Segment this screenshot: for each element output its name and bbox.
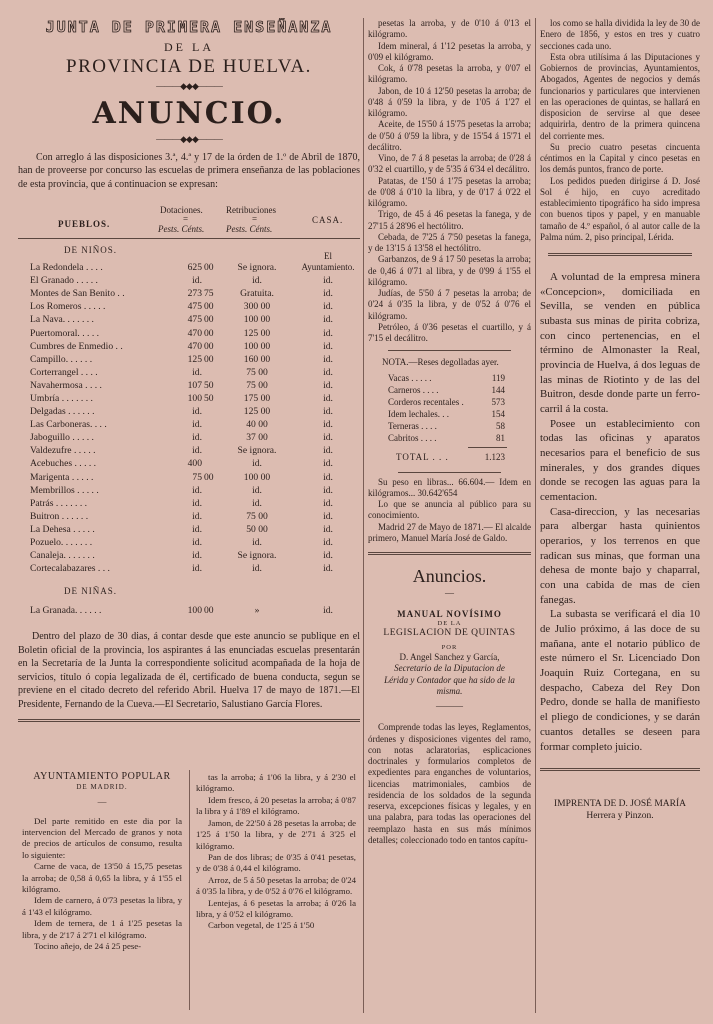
ornament: ———◆◆◆———: [156, 81, 222, 92]
precio-paragraph: Petróleo, á 0'36 pesetas el cuartillo, y á 7'15 el decálitro.: [368, 321, 531, 343]
dotacion-cell: id.: [192, 523, 202, 535]
mina-divider: [548, 253, 692, 256]
manual-paragraph: Su precio cuatro pesetas cincuenta céntimos en la Capital y cinco pesetas en los demás puntos, franco de porte.: [540, 141, 700, 175]
pueblo-cell: Delgadas . . . . . .: [30, 406, 95, 418]
casa-cell: id.: [323, 550, 333, 562]
table-row: [18, 550, 360, 563]
casa-cell: id.: [323, 497, 333, 509]
total-label: TOTAL . . .: [396, 451, 449, 462]
table-row: [18, 262, 360, 275]
pueblo-cell: Corterrangel . . . .: [30, 366, 98, 378]
retribucion-cell: 100 00: [243, 471, 271, 483]
manual-por: POR: [441, 644, 458, 651]
table-row: [18, 275, 360, 288]
sub-column-rule: [189, 770, 190, 1010]
centimos-cell: 00: [204, 314, 214, 326]
ayuntamiento-paragraph: Tocino añejo, de 24 á 25 pese-: [34, 941, 142, 952]
dotacion-cell: 75: [192, 471, 202, 483]
dotacion-cell: id.: [192, 563, 202, 575]
casa-cell: id.: [323, 523, 333, 535]
manual-paragraph: Esta obra utilísima á las Diputaciones y Gobiernos de provincias, Ayuntamientos, Abogados, Agentes de negocios y demás funcionarios y particulares que intervienen en las operaciones de quintas, se hallará en disposicion de servirse al que desee adquirirla, dentro de la primera quincena del corriente mes.: [540, 51, 700, 141]
centimos-cell: 00: [204, 262, 214, 274]
table-row: [18, 498, 360, 511]
centimos-cell: 00: [204, 327, 214, 339]
total-value: 1.123: [484, 451, 505, 462]
casa-cell: id.: [323, 406, 333, 418]
section-ninas: DE NIÑAS.: [64, 586, 117, 597]
dotacion-cell: id.: [192, 445, 202, 457]
centimos-cell: 00: [204, 471, 214, 483]
dotacion-cell: id.: [192, 484, 202, 496]
table-ninos: [18, 262, 360, 576]
anuncio-heading: ANUNCIO.: [92, 95, 286, 131]
nota-label: Corderos recentales .: [388, 396, 464, 407]
casa-cell: id.: [323, 288, 333, 300]
pueblo-cell: La Dehesa . . . . .: [30, 523, 95, 535]
nota-total: [368, 452, 531, 468]
column-rule-2: [535, 18, 536, 1013]
table-row: [18, 485, 360, 498]
dotacion-cell: id.: [192, 550, 202, 562]
ayuntamiento-paragraph: Idem de carnero, á 0'73 pesetas la libra, y á 1'43 el kilógramo.: [22, 895, 182, 917]
casa-cell: id.: [323, 314, 333, 326]
ayuntamiento-sub: DE MADRID.: [76, 783, 128, 791]
table-row: [18, 380, 360, 393]
nota-value: 119: [491, 372, 505, 383]
pueblo-cell: La Nava. . . . . . .: [30, 314, 94, 326]
pueblo-cell: Canaleja. . . . . . .: [30, 550, 95, 562]
ayuntamiento-dash: —: [97, 796, 107, 807]
nota-label: Idem lechales. . .: [388, 408, 449, 419]
manual-dash: ———: [436, 701, 463, 712]
table-row: [18, 472, 360, 485]
anuncios-heading: Anuncios.: [412, 566, 487, 586]
casa-cell: id.: [323, 605, 333, 617]
precio-paragraph: pesetas la arroba, y de 0'10 á 0'13 el kilógramo.: [368, 18, 531, 40]
table-row: [18, 419, 360, 432]
casa-cell: id.: [323, 301, 333, 313]
header-pests1: Pests. Cénts.: [158, 224, 205, 235]
retribucion-cell: 100 00: [243, 340, 271, 352]
centimos-cell: 00: [204, 301, 214, 313]
table-row: [18, 288, 360, 301]
table-row: [18, 406, 360, 419]
dotacion-cell: 100: [187, 393, 202, 405]
ayuntamiento-title: AYUNTAMIENTO POPULAR: [33, 771, 171, 782]
precio-paragraph: Aceite, de 15'50 á 15'75 pesetas la arroba; de 0'50 á 0'59 la libra, y de 15'54 á 15'71 el decálitro.: [368, 119, 531, 152]
header-eq2: =: [252, 214, 258, 225]
casa-cell: id.: [323, 484, 333, 496]
header-retribuciones: Retribuciones: [226, 205, 276, 216]
imprenta-divider: [540, 768, 700, 771]
intro-paragraph: Con arreglo á las disposiciones 3.ª, 4.ª y 17 de la órden de 1.º de Abril de 1870, han de proveerse por concurso las escuelas de primera enseñanza de las poblaciones de esta provincia, que á continuacion se expresan:: [18, 151, 360, 190]
casa-cell: id.: [323, 393, 333, 405]
ayuntamiento-col-2: [196, 772, 356, 932]
precio-paragraph: Judías, de 5'50 á 7 pesetas la arroba; de 0'24 á 0'35 la libra, y de 0'52 á 0'76 el kilógramo.: [368, 288, 531, 321]
precio-paragraph: Trigo, de 45 á 46 pesetas la fanega, y de 27'15 á 28'96 el hectólitro.: [368, 209, 531, 231]
nota-label: Carneros . . . .: [388, 384, 439, 395]
dotacion-cell: id.: [192, 432, 202, 444]
centimos-cell: 00: [204, 605, 214, 617]
ayuntamiento-paragraph: Jamon, de 22'50 á 28 pesetas la arroba; de 1'25 á 1'50 la libra, y de 2'71 á 3'25 el kilógramo.: [196, 817, 356, 851]
nota-value: 154: [491, 408, 505, 419]
pueblo-cell: Pozuelo. . . . . . .: [30, 537, 93, 549]
table-row: [18, 393, 360, 406]
ayuntamiento-paragraph: Carne de vaca, de 13'50 á 15,75 pesetas la arroba; de 0,58 á 0,65 la libra, y á 1'55 el kilógramo.: [22, 861, 182, 895]
dotacion-cell: id.: [192, 497, 202, 509]
retribucion-cell: 175 00: [243, 393, 271, 405]
retribucion-cell: 300 00: [243, 301, 271, 313]
nota-label: Terneras . . . .: [388, 420, 437, 431]
pueblo-cell: Jaboguillo . . . . .: [30, 432, 94, 444]
dotacion-cell: 470: [187, 327, 202, 339]
dotacion-cell: id.: [192, 419, 202, 431]
manual-paragraph: los como se halla dividida la ley de 30 de Enero de 1856, y estos en tres y cuatro secciones cada uno.: [540, 18, 700, 51]
retribucion-cell: id.: [252, 458, 262, 470]
imprenta-line: IMPRENTA DE D. JOSÉ MARÍA Herrera y Pinzon.: [554, 799, 686, 822]
centimos-cell: 50: [204, 379, 214, 391]
publico-line: Lo que se anuncia al público para su conocimiento.: [368, 499, 531, 521]
nota-row: [368, 397, 531, 409]
pueblo-cell: El Granado . . . . .: [30, 275, 98, 287]
manual-heading: MANUAL NOVÍSIMO: [397, 608, 502, 619]
nota-row: [368, 421, 531, 433]
pueblo-cell: Navahermosa . . . .: [30, 379, 102, 391]
table-ninas: [18, 605, 360, 618]
note-ayuntamiento: El Ayuntamiento.: [301, 251, 355, 273]
table-row: [18, 605, 360, 618]
precio-paragraph: Jabon, de 10 á 12'50 pesetas la arroba; de 0'48 á 0'59 la libra, y de 1'05 á 1'27 el kilógramo.: [368, 85, 531, 118]
retribucion-cell: id.: [252, 275, 262, 287]
legislacion-heading: LEGISLACION DE QUINTAS: [383, 628, 516, 639]
casa-cell: id.: [323, 353, 333, 365]
pueblo-cell: Los Romeros . . . . .: [30, 301, 106, 313]
retribucion-cell: 75 00: [246, 510, 268, 522]
retribucion-cell: Gratuita.: [240, 288, 274, 300]
total-divider: [398, 472, 501, 473]
precio-paragraph: Cebada, de 7'25 á 7'50 pesetas la fanega, y de 13'15 á 13'58 el hectólitro.: [368, 231, 531, 253]
table-row: [18, 354, 360, 367]
pueblo-cell: Buitron . . . . . .: [30, 510, 89, 522]
junta-heading: JUNTA DE PRIMERA ENSEÑANZA: [45, 18, 333, 36]
ayuntamiento-col-1: [22, 770, 182, 953]
nota-label: Vacas . . . . .: [388, 372, 432, 383]
nota-row: [368, 385, 531, 397]
pueblo-cell: Acebuches . . . . .: [30, 458, 97, 470]
pueblo-cell: Membrillos . . . . .: [30, 484, 99, 496]
casa-cell: id.: [323, 419, 333, 431]
table-header: [18, 199, 360, 239]
pueblo-cell: Las Carboneras. . . .: [30, 419, 107, 431]
dotacion-cell: 107: [187, 379, 202, 391]
dotacion-cell: 273: [187, 288, 202, 300]
centimos-cell: 00: [204, 340, 214, 352]
manual-cargo: Secretario de la Diputacion de Lérida y Contador que ha sido de la misma.: [384, 663, 515, 696]
retribucion-cell: 50 00: [246, 523, 268, 535]
pueblo-cell: Campillo. . . . . .: [30, 353, 93, 365]
retribucion-cell: 75 00: [246, 366, 268, 378]
casa-cell: id.: [323, 510, 333, 522]
nota-title: NOTA.—Reses degolladas ayer.: [382, 357, 499, 368]
table-row: [18, 367, 360, 380]
casa-cell: id.: [323, 563, 333, 575]
retribucion-cell: id.: [252, 484, 262, 496]
dotacion-cell: id.: [192, 510, 202, 522]
provincia-heading: PROVINCIA DE HUELVA.: [66, 56, 312, 78]
ayuntamiento-paragraph: Carbon vegetal, de 1'25 á 1'50: [208, 920, 315, 931]
casa-cell: id.: [323, 471, 333, 483]
table-row: [18, 563, 360, 576]
retribucion-cell: id.: [252, 497, 262, 509]
casa-cell: id.: [323, 366, 333, 378]
mina-paragraph: La subasta se verificará el dia 10 de Julio próximo, á las doce de su mañana, ante el notario público de este número el Sr. Licenciado Don Joaquin Ruiz Cortegana, en su despacho, Cabeza del Rey Don Pedro, donde se halla de manifiesto el pliego de condiciones, y se darán cuantos detalles se deseen para formar completo juicio.: [540, 608, 700, 753]
table-row: [18, 445, 360, 458]
ayuntamiento-paragraph: Lentejas, á 6 pesetas la arroba; á 0'26 la libra, y á 0'52 el kilógramo.: [196, 897, 356, 920]
precio-paragraph: Idem mineral, á 1'12 pesetas la arroba, y 0'09 el kilógramo.: [368, 40, 531, 62]
divider: [18, 719, 360, 722]
table-row: [18, 314, 360, 327]
dotacion-cell: 475: [187, 301, 202, 313]
dentro-paragraph: Dentro del plazo de 30 dias, á contar desde que este anuncio se publique en el Boletin oficial de la provincia, los aspirantes á las enunciadas escuelas presentarán en la Secretaría de la Junta la correspondiente solicitud acompañada de la hoja de servicios, título ó copia legalizada de él, certificado de buena conducta, segun se previene en el citado decreto del referido Abril. Huelva 17 de mayo de 1871.—El Presidente, Fernando de la Cueva.—El Secretario, Salustiano García Flores.: [18, 631, 360, 710]
pueblo-cell: Patrás . . . . . . .: [30, 497, 88, 509]
dotacion-cell: id.: [192, 366, 202, 378]
retribucion-cell: 100 00: [243, 314, 271, 326]
header-pueblos: PUEBLOS.: [58, 219, 111, 230]
comprende-paragraph: Comprende todas las leyes, Reglamentos, órdenes y disposiciones vigentes del ramo, con notas aclaratorias, esplicaciones doctrinales y formularios completos de expedientes para enganches de voluntarios, licencias matrimoniales, cambios de residencia de los soldados de la segunda reserva, excepciones físicas y legales, y en una palabra, para todas las operaciones del reemplazo hasta en sus más mínimos detalles; coleccionado todo en tantos capítu-: [368, 722, 531, 845]
nota-divider: [388, 350, 511, 351]
retribucion-cell: 125 00: [243, 406, 271, 418]
casa-cell: id.: [323, 379, 333, 391]
manual-de-la: DE LA: [437, 620, 462, 627]
retribucion-cell: Se ignora.: [237, 262, 277, 274]
dotacion-cell: id.: [192, 275, 202, 287]
casa-cell: id.: [323, 458, 333, 470]
de-la-heading: DE LA: [164, 40, 214, 54]
mina-paragraph: Casa-direccion, y las necesarias para albergar hasta quinientos operarios, y los terrenos en que radican sus minas, que forman una dehesa de monte bajo y chaparral, con una cabida de mas de cien fanegas.: [540, 505, 700, 606]
header-eq1: =: [183, 214, 189, 225]
table-row: [18, 301, 360, 314]
ornament-2: ———◆◆◆———: [156, 133, 222, 144]
retribucion-cell: 160 00: [243, 353, 271, 365]
dotacion-cell: 125: [187, 353, 202, 365]
ayuntamiento-paragraph: Idem fresco, á 20 pesetas la arroba; á 0'87 la libra y á 1'89 el kilógramo.: [196, 794, 356, 817]
precio-paragraph: Garbanzos, de 9 á 17 50 pesetas la arroba; de 0,46 á 0'71 al libra, y de 0'99 á 1'55 el kilógramo.: [368, 254, 531, 287]
casa-cell: id.: [323, 275, 333, 287]
nota-value: 573: [491, 396, 505, 407]
column-rule-1: [363, 18, 364, 1013]
pueblo-cell: La Redondela . . . .: [30, 262, 103, 274]
nota-value: 58: [496, 420, 505, 431]
retribucion-cell: id.: [252, 563, 262, 575]
centimos-cell: 00: [204, 353, 214, 365]
centimos-cell: 75: [204, 288, 214, 300]
retribucion-cell: Se ignora.: [237, 550, 277, 562]
retribucion-cell: 37 00: [246, 432, 268, 444]
dotacion-cell: 100: [187, 605, 202, 617]
anuncios-divider: [368, 552, 531, 555]
nota-row: [368, 373, 531, 385]
section-ninos: DE NIÑOS.: [64, 245, 117, 256]
retribucion-cell: 75 00: [246, 379, 268, 391]
nota-value: 144: [491, 384, 505, 395]
pueblo-cell: Marigenta . . . . .: [30, 471, 94, 483]
pueblo-cell: Puertomoral. . . . .: [30, 327, 100, 339]
nota-label: Cabritos . . . .: [388, 432, 437, 443]
pueblo-cell: Valdezufre . . . . .: [30, 445, 96, 457]
nota-row: [368, 409, 531, 421]
anuncios-dash: —: [445, 587, 454, 598]
table-row: [18, 524, 360, 537]
retribucion-cell: 125 00: [243, 327, 271, 339]
nota-value: 81: [496, 432, 505, 443]
manual-author: D. Angel Sanchez y García,: [399, 652, 500, 663]
dotacion-cell: 400: [187, 458, 202, 470]
header-pests2: Pests. Cénts.: [226, 224, 273, 235]
ayuntamiento-paragraph: Idem de ternera, de 1 á 1'25 pesetas la libra, y de 2'17 á 2'71 el kilógramo.: [22, 918, 182, 940]
right-column: [540, 18, 700, 1018]
precio-paragraph: Patatas, de 1'50 á 1'75 pesetas la arroba; de 0'08 á 0'10 la libra, y de 0'17 á 0'22 el kilógramo.: [368, 175, 531, 208]
retribucion-cell: id.: [252, 537, 262, 549]
ayuntamiento-paragraph: Pan de dos libras; de 0'35 á 0'41 pesetas, y de 0'38 á 0,44 el kilógramo.: [196, 851, 356, 874]
nota-row: [368, 433, 531, 445]
dotacion-cell: 475: [187, 314, 202, 326]
ayuntamiento-paragraph: Del parte remitido en este dia por la intervencion del Mercado de granos y nota de precios de artículos de consumo, resulta lo siguiente:: [22, 815, 182, 860]
casa-cell: id.: [323, 340, 333, 352]
madrid-line: Madrid 27 de Mayo de 1871.— El alcalde primero, Manuel María José de Galdo.: [368, 521, 531, 543]
precio-paragraph: Vino, de 7 á 8 pesetas la arroba; de 0'28 á 0'32 el cuartillo, y de 5'35 á 6'34 el decálitro.: [368, 153, 531, 175]
pueblo-cell: Cortecalabazares . . .: [30, 563, 110, 575]
table-row: [18, 432, 360, 445]
pueblo-cell: Umbría . . . . . . .: [30, 393, 93, 405]
pueblo-cell: Cumbres de Enmedio . .: [30, 340, 123, 352]
precio-paragraph: Cok, á 0'78 pesetas la arroba, y 0'07 el kilógramo.: [368, 63, 531, 85]
casa-cell: id.: [323, 327, 333, 339]
pueblo-cell: La Granada. . . . . .: [30, 605, 102, 617]
casa-cell: id.: [323, 432, 333, 444]
table-row: [18, 458, 360, 471]
retribucion-cell: »: [254, 605, 260, 617]
dotacion-cell: id.: [192, 537, 202, 549]
dotacion-cell: id.: [192, 406, 202, 418]
ayuntamiento-paragraph: Arroz, de 5 á 50 pesetas la arroba; de 0'24 á 0'35 la libra, y de 0'52 á 0'76 el kilógramo.: [196, 874, 356, 897]
dotacion-cell: 625: [187, 262, 202, 274]
table-row: [18, 537, 360, 550]
table-row: [18, 341, 360, 354]
mina-paragraph: Posee un establecimiento con todas las oficinas y aparatos necesarios para el beneficio de sus minerales, y dos grandes diques donde se recogen las aguas para la cementacion.: [540, 417, 700, 504]
retribucion-cell: 40 00: [246, 419, 268, 431]
retribucion-cell: Se ignora.: [237, 445, 277, 457]
pueblo-cell: Montes de San Benito . .: [30, 288, 125, 300]
table-row: [18, 328, 360, 341]
mina-paragraph: A voluntad de la empresa minera «Concepcion», domiciliada en Sevilla, se venden en pública subasta sus minas de pirita cobriza, con cinco pertenencias, en el término de Almonaster la Real, provincia de Huelva, á dos leguas de las minas de Riotinto y de las del Buitron, desde donde parte un ferro-carril á la costa.: [540, 271, 700, 416]
centimos-cell: 50: [204, 393, 214, 405]
table-row: [18, 511, 360, 524]
peso-line: Su peso en libras... 66.604.— Idem en kilógramos... 30.642'654: [368, 476, 531, 498]
casa-cell: id.: [323, 445, 333, 457]
header-dotaciones: Dotaciones.: [160, 205, 203, 216]
middle-column: [368, 18, 531, 1018]
ayuntamiento-paragraph: tas la arroba; á 1'06 la libra, y á 2'30 el kilógramo.: [196, 772, 356, 794]
dotacion-cell: 470: [187, 340, 202, 352]
manual-paragraph: Los pedidos pueden dirigirse á D. José Sol é hijo, en cuyo acreditado establecimiento tipográfico ha sido impresa con buenos tipos y papel, y en manuable tamaño de 4.º español, ó al autor calle de la Palma núm. 2, piso principal, Lérida.: [540, 175, 700, 242]
header-casa: CASA.: [312, 215, 344, 226]
casa-cell: id.: [323, 537, 333, 549]
